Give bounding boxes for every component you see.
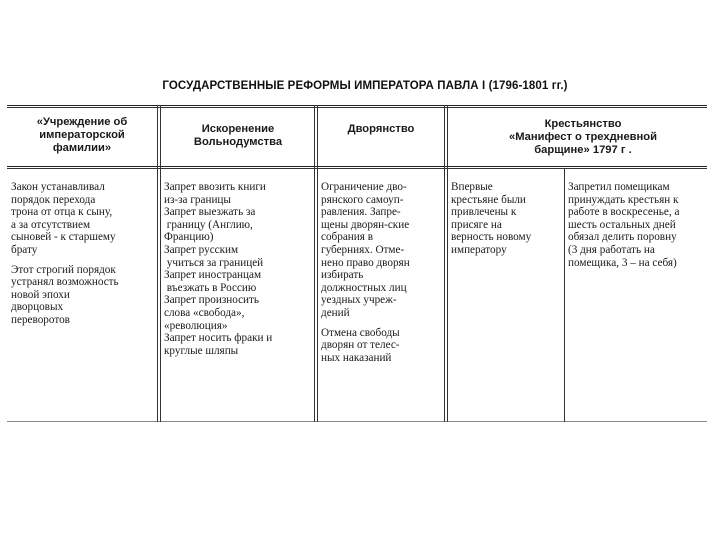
- cell-succession-law: Закон устанавливал порядок перехода трона от отца к сыну, а за отсутствием сыновей - к старшему брату Этот строгий порядок устранял возможность новой эпохи дворцовых переворотов: [11, 181, 119, 326]
- col-divider-1b: [160, 105, 161, 422]
- page-title: ГОСУДАРСТВЕННЫЕ РЕФОРМЫ ИМПЕРАТОРА ПАВЛА I (1796-1801 гг.): [162, 80, 568, 92]
- col-divider-2b: [317, 105, 318, 422]
- header-imperial-family: «Учреждение об императорской фамилии»: [36, 116, 128, 154]
- header-freethinking: Искоренение Вольнодумства: [193, 123, 283, 148]
- cell-nobility-restrictions: Ограничение дво- рянского самоуп- равления. Запре- щены дворян-ские собрания в губерниях. Отме- нено право дворян избирать должностных лиц уездных учреж- дений Отмена свободы дворян от телес- ных наказаний: [321, 181, 410, 364]
- header-divider-inner: [7, 168, 707, 169]
- cell-peasant-oath: Впервые крестьяне были привлечены к присяге на верность новому императору: [451, 181, 532, 256]
- header-divider: [7, 166, 707, 167]
- col-divider-4: [564, 169, 565, 422]
- cell-three-day-corvee: Запретил помещикам принуждать крестьян к работе в воскресенье, а шесть остальных дней обязал делить поровну (3 дня работать на помещика, 3 – на себя): [568, 181, 680, 269]
- table-top-border: [7, 105, 707, 106]
- cell-freethinking-bans: Запрет ввозить книги из-за границы Запрет выезжать за границу (Англию, Францию) Запрет русским учиться за границей Запрет иностранцам въезжать в Россию Запрет произносить слова «свобода», «революция» Запрет носить фраки и круглые шляпы: [164, 181, 273, 357]
- col-divider-1: [157, 105, 158, 422]
- table-bottom-border: [7, 421, 707, 422]
- header-peasantry: Крестьянство «Манифест о трехдневной барщине» 1797 г .: [508, 118, 658, 156]
- table-top-border-inner: [7, 107, 707, 108]
- col-divider-3: [444, 105, 445, 422]
- reforms-table: [7, 105, 707, 422]
- col-divider-3b: [447, 105, 448, 422]
- header-nobility: Дворянство: [347, 123, 415, 135]
- col-divider-2: [314, 105, 315, 422]
